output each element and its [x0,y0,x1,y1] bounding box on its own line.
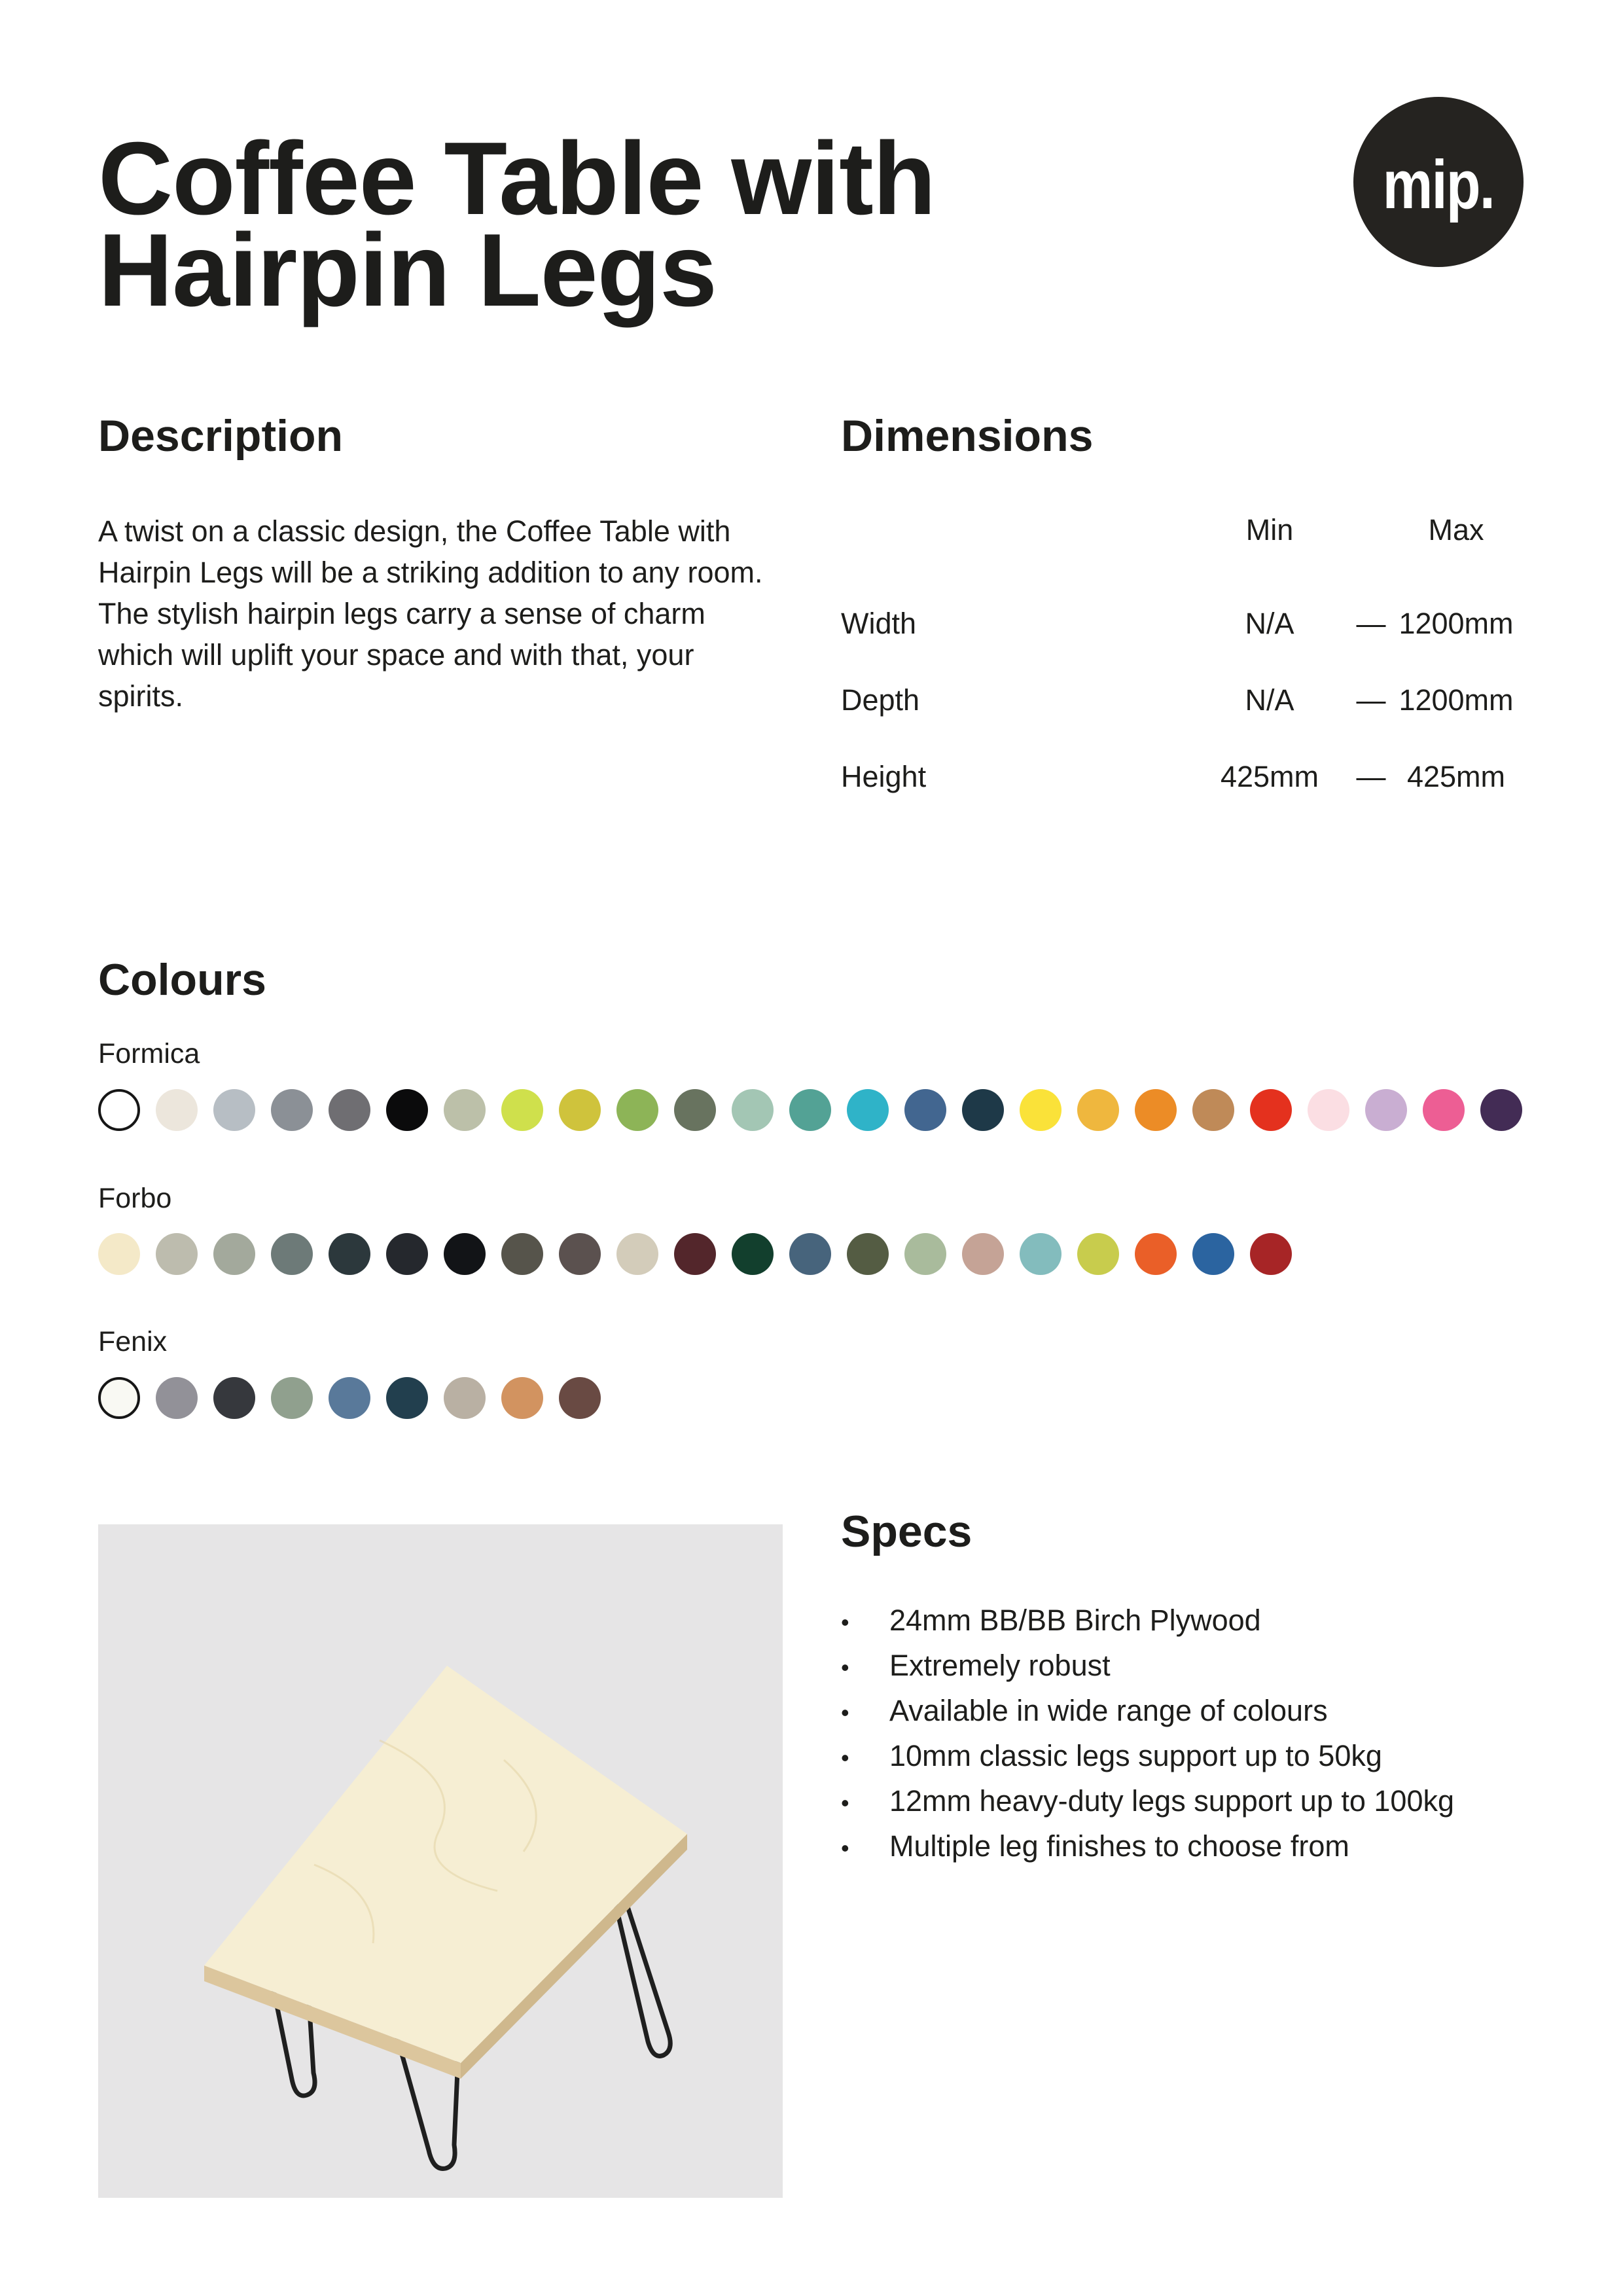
colour-swatch [559,1089,601,1131]
colour-swatch [213,1089,255,1131]
bullet-icon: • [841,1699,849,1726]
specs-item-text: 12mm heavy-duty legs support up to 100kg [889,1784,1454,1818]
colour-swatch [616,1089,658,1131]
colour-swatch [1480,1089,1522,1131]
colour-swatch [847,1233,889,1275]
description-heading: Description [98,411,344,461]
colour-swatch [962,1089,1004,1131]
colour-swatch [213,1377,255,1419]
colours-heading: Colours [98,955,266,1005]
dimension-min-value: N/A [1245,607,1294,640]
coffee-table-render [98,1524,783,2198]
colour-swatch [1423,1089,1465,1131]
colour-swatch [732,1233,774,1275]
colour-swatch [1192,1233,1234,1275]
swatch-row-fenix [98,1377,601,1419]
product-photo [98,1524,783,2198]
colour-swatch [444,1377,486,1419]
bullet-icon: • [841,1654,849,1681]
colour-swatch [789,1089,831,1131]
colour-swatch [616,1233,658,1275]
colour-swatch [1135,1233,1177,1275]
specs-item-text: 24mm BB/BB Birch Plywood [889,1604,1261,1637]
colour-swatch [329,1377,370,1419]
colour-swatch [1250,1089,1292,1131]
colour-swatch [1365,1089,1407,1131]
swatch-group-label-formica: Formica [98,1038,200,1069]
colour-swatch [904,1089,946,1131]
colour-swatch [98,1089,140,1131]
colour-swatch [444,1233,486,1275]
colour-swatch [1077,1233,1119,1275]
description-body: A twist on a classic design, the Coffee Table with Hairpin Legs will be a striking addition to any room. The stylish hairpin legs carry a sense of charm which will uplift your space and with that, your spirits. [98,514,763,713]
colour-swatch [386,1377,428,1419]
dimension-min-value: 425mm [1220,760,1319,793]
colour-swatch [847,1089,889,1131]
specs-item [841,1689,1454,1734]
dimensions-col-min: Min [1245,513,1294,547]
dimension-max-value: 1200mm [1399,683,1514,717]
colour-swatch [732,1089,774,1131]
colour-swatch [789,1233,831,1275]
dimension-label: Width [841,607,917,640]
brand-logo-text: mip. [1382,147,1495,223]
colour-swatch [1135,1089,1177,1131]
bullet-icon: • [841,1789,849,1816]
swatch-group-label-forbo: Forbo [98,1183,172,1214]
dimension-label: Height [841,760,927,793]
specs-item [841,1734,1454,1780]
colour-swatch [156,1233,198,1275]
colour-swatch [1250,1233,1292,1275]
specs-item [841,1825,1454,1870]
colour-swatch [904,1233,946,1275]
page-title-line1: Coffee Table with [98,121,936,236]
specs-item-text: Multiple leg finishes to choose from [889,1829,1349,1863]
dimension-min-value: N/A [1245,683,1294,717]
dimension-max-value: 425mm [1406,760,1506,793]
dimension-row-height [841,762,1525,791]
colour-swatch [444,1089,486,1131]
dimension-label: Depth [841,683,920,717]
colour-swatch [559,1377,601,1419]
colour-swatch [559,1233,601,1275]
colour-swatch [674,1089,716,1131]
colour-swatch [501,1377,543,1419]
colour-swatch [1077,1089,1119,1131]
colour-swatch [329,1233,370,1275]
specs-heading: Specs [841,1507,972,1556]
colour-swatch [98,1233,140,1275]
colour-swatch [386,1089,428,1131]
dimension-dash: — [1356,607,1386,640]
colour-swatch [386,1233,428,1275]
colour-swatch [501,1089,543,1131]
page-title-line2: Hairpin Legs [98,213,717,328]
colour-swatch [271,1233,313,1275]
bullet-icon: • [841,1609,849,1636]
colour-swatch [271,1089,313,1131]
specs-item-text: Extremely robust [889,1649,1111,1682]
specs-item [841,1780,1454,1825]
swatch-row-forbo [98,1233,1292,1275]
dimension-dash: — [1356,683,1386,717]
dimension-row-width [841,609,1525,638]
colour-swatch [1020,1233,1061,1275]
specs-item [841,1644,1454,1689]
specs-list [841,1599,1454,1870]
colour-swatch [213,1233,255,1275]
specs-item [841,1599,1454,1644]
colour-swatch [674,1233,716,1275]
dimension-row-depth [841,685,1525,715]
colour-swatch [501,1233,543,1275]
specs-item-text: 10mm classic legs support up to 50kg [889,1739,1382,1772]
colour-swatch [329,1089,370,1131]
dimensions-header-row [841,515,1525,545]
colour-swatch [962,1233,1004,1275]
colour-swatch [156,1089,198,1131]
page-title [98,121,936,328]
brand-logo [1353,97,1524,267]
colour-swatch [156,1377,198,1419]
dimension-max-value: 1200mm [1399,607,1514,640]
dimensions-col-max: Max [1428,513,1484,547]
bullet-icon: • [841,1744,849,1771]
colour-swatch [1020,1089,1061,1131]
colour-swatch [98,1377,140,1419]
swatch-group-label-fenix: Fenix [98,1326,168,1357]
dimensions-heading: Dimensions [841,411,1094,461]
colour-swatch [1192,1089,1234,1131]
swatch-row-formica [98,1089,1522,1131]
colour-swatch [1308,1089,1349,1131]
colour-swatch [271,1377,313,1419]
bullet-icon: • [841,1835,849,1861]
dimension-dash: — [1356,760,1386,793]
specs-item-text: Available in wide range of colours [889,1694,1328,1727]
